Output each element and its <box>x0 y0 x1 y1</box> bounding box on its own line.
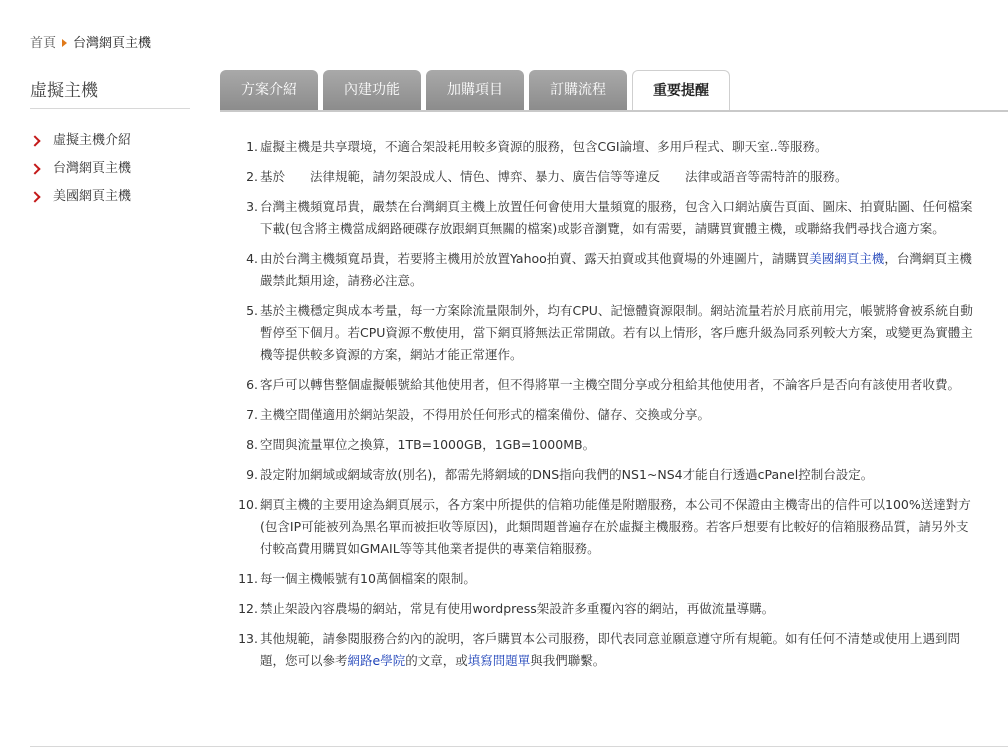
list-item <box>238 434 978 456</box>
item-number: 11. <box>238 571 258 586</box>
sidebar-item-label: 台灣網頁主機 <box>53 161 132 176</box>
list-item <box>238 568 978 590</box>
sidebar-title: 虛擬主機 <box>30 81 98 101</box>
item-text: 空間與流量單位之換算，1TB=1000GB，1GB=1000MB。 <box>260 437 596 452</box>
item-text: 基於 法律規範，請勿架設成人、情色、博弈、暴力、廣告信等等違反 法律或語音等需特許的服務。 <box>260 169 848 184</box>
item-number: 9. <box>246 467 258 482</box>
e-academy-link[interactable]: 網路e學院 <box>347 653 406 668</box>
item-number: 2. <box>246 169 258 184</box>
sidebar-item-taiwan-hosting[interactable] <box>30 160 131 188</box>
sidebar-item-label: 虛擬主機介紹 <box>53 133 132 148</box>
item-number: 5. <box>246 303 258 318</box>
item-text: 客戶可以轉售整個虛擬帳號給其他使用者，但不得將單一主機空間分享或分租給其他使用者，不論客戶是否向有該使用者收費。 <box>260 377 961 392</box>
item-text: 台灣主機頻寬昂貴，嚴禁在台灣網頁主機上放置任何會使用大量頻寬的服務，包含入口網站廣告頁面、圖床、拍賣貼圖、任何檔案下載(包含將主機當成網路硬碟存放跟網頁無關的檔案)或影音瀏覽，如有需要，請購買實體主機，或聯絡我們尋找合適方案。 <box>260 199 973 236</box>
item-number: 8. <box>246 437 258 452</box>
sidebar-item-us-hosting[interactable] <box>30 188 131 216</box>
item-number: 1. <box>246 139 258 154</box>
item-number: 4. <box>246 251 258 266</box>
chevron-right-icon <box>29 135 40 146</box>
list-item <box>238 494 978 560</box>
item-text: 基於主機穩定與成本考量，每一方案除流量限制外，均有CPU、記憶體資源限制。網站流量若於月底前用完，帳號將會被系統自動暫停至下個月。若CPU資源不敷使用，當下網頁將無法正常開啟。若有以上情形，客戶應升級為同系列較大方案，或變更為實體主機等提供較多資源的方案，網站才能正常運作。 <box>260 303 973 362</box>
sidebar-item-label: 美國網頁主機 <box>53 189 132 204</box>
item-number: 3. <box>246 199 258 214</box>
tab-underline <box>220 110 1008 112</box>
item-text: 每一個主機帳號有10萬個檔案的限制。 <box>260 571 476 586</box>
chevron-right-icon <box>29 163 40 174</box>
item-number: 10. <box>238 497 258 512</box>
item-text-part: 的文章，或 <box>405 653 468 668</box>
item-text-part: 其他規範，請參閱服務合約內的說明，客戶購買本公司服務，即代表同意並願意遵守所有規範。如有任何不清楚或使用上遇到問題，您可以參考 <box>260 631 961 668</box>
rules-list <box>238 136 978 680</box>
breadcrumb <box>30 32 151 51</box>
tab-order-process[interactable]: 訂購流程 <box>529 70 627 110</box>
tab-important-notice[interactable]: 重要提醒 <box>632 70 730 112</box>
footer-divider <box>30 746 1008 747</box>
list-item <box>238 196 978 240</box>
sidebar-menu <box>30 132 131 216</box>
chevron-right-icon <box>29 191 40 202</box>
item-number: 13. <box>238 631 258 646</box>
item-text <box>260 628 978 672</box>
breadcrumb-home-link[interactable]: 首頁 <box>30 36 57 51</box>
list-item <box>238 374 978 396</box>
list-item <box>238 464 978 486</box>
list-item <box>238 598 978 620</box>
item-number: 12. <box>238 601 258 616</box>
sidebar-item-vhost-intro[interactable] <box>30 132 131 160</box>
list-item <box>238 248 978 292</box>
breadcrumb-current: 台灣網頁主機 <box>73 36 152 51</box>
item-text: 虛擬主機是共享環境，不適合架設耗用較多資源的服務，包含CGI論壇、多用戶程式、聊天室..等服務。 <box>260 139 828 154</box>
item-text-part: ，台灣網頁主機嚴禁此類用途，請務必注意。 <box>260 251 972 288</box>
item-text-part: 與我們聯繫。 <box>530 653 606 668</box>
fill-ticket-link[interactable]: 填寫問題單 <box>467 653 531 668</box>
us-hosting-link[interactable]: 美國網頁主機 <box>809 251 885 266</box>
item-text: 主機空間僅適用於網站架設，不得用於任何形式的檔案備份、儲存、交換或分享。 <box>260 407 711 422</box>
list-item <box>238 300 978 366</box>
breadcrumb-arrow-icon <box>62 39 67 47</box>
item-text: 設定附加網域或網域寄放(別名)，都需先將網域的DNS指向我們的NS1~NS4才能自行透過cPanel控制台設定。 <box>260 467 874 482</box>
tab-add-ons[interactable]: 加購項目 <box>426 70 524 110</box>
tab-built-in-features[interactable]: 內建功能 <box>323 70 421 110</box>
sidebar-divider <box>30 108 190 109</box>
list-item <box>238 628 978 672</box>
tab-bar <box>220 70 1008 112</box>
list-item <box>238 166 978 188</box>
item-number: 7. <box>246 407 258 422</box>
item-text: 網頁主機的主要用途為網頁展示，各方案中所提供的信箱功能僅是附贈服務，本公司不保證由主機寄出的信件可以100%送達對方(包含IP可能被列為黑名單而被拒收等原因)，此類問題普遍存在於虛擬主機服務。若客戶想要有比較好的信箱服務品質，請另外支付較高費用購買如GMAIL等等其他業者提供的專業信箱服務。 <box>260 497 971 556</box>
item-number: 6. <box>246 377 258 392</box>
list-item <box>238 404 978 426</box>
item-text-part: 由於台灣主機頻寬昂貴，若要將主機用於放置Yahoo拍賣、露天拍賣或其他賣場的外連圖片，請購買 <box>260 251 810 266</box>
list-item <box>238 136 978 158</box>
item-text <box>260 248 978 292</box>
item-text: 禁止架設內容農場的網站，常見有使用wordpress架設許多重覆內容的網站，再做流量導購。 <box>260 601 775 616</box>
tab-plan-intro[interactable]: 方案介紹 <box>220 70 318 110</box>
